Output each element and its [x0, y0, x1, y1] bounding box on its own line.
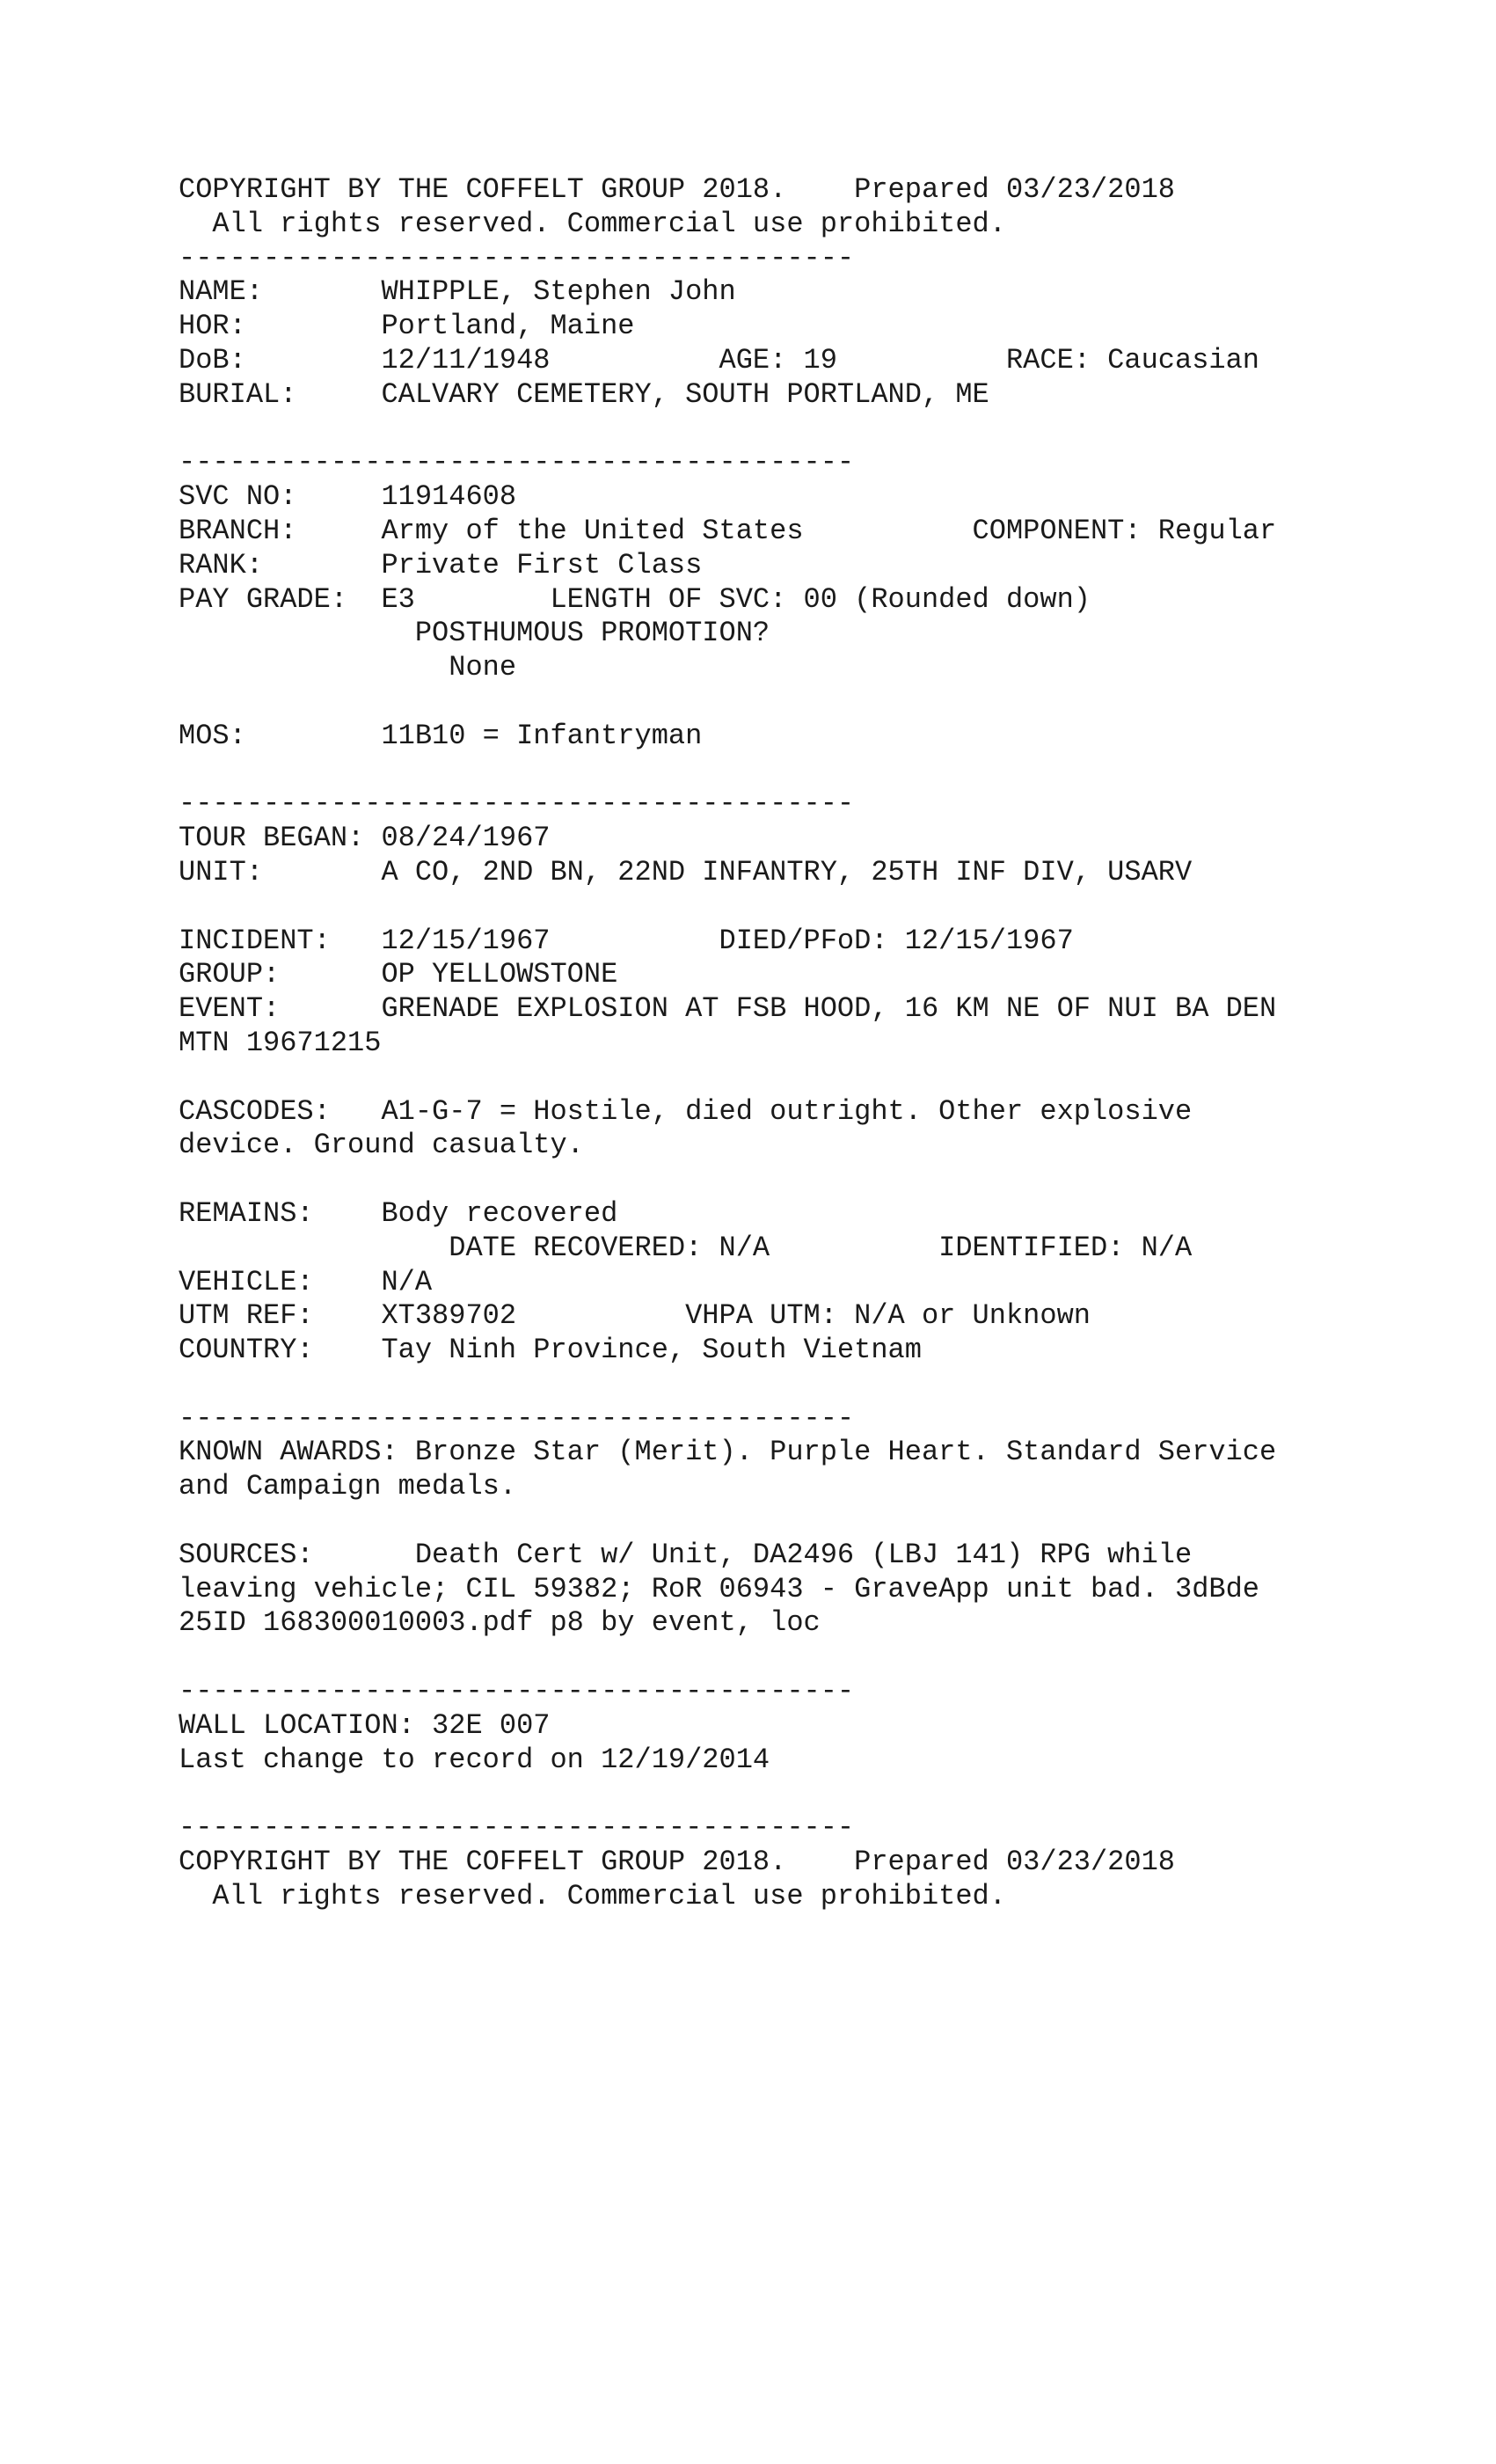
blank-line: [179, 890, 1496, 925]
blank-line: [179, 1641, 1496, 1675]
text-line: COPYRIGHT BY THE COFFELT GROUP 2018. Prepared 03/23/2018: [179, 173, 1175, 206]
text-line: EVENT: GRENADE EXPLOSION AT FSB HOOD, 16 KM NE OF NUI BA DEN: [179, 992, 1277, 1026]
section-personal-info: [179, 242, 1496, 447]
text-line: device. Ground casualty.: [179, 1129, 584, 1162]
text-line: SVC NO: 11914608: [179, 480, 517, 514]
blank-line: [179, 1777, 1496, 1811]
section-copyright-footer: [179, 1811, 1496, 1913]
text-line: POSTHUMOUS PROMOTION?: [179, 617, 770, 650]
text-line: KNOWN AWARDS: Bronze Star (Merit). Purple Heart. Standard Service: [179, 1436, 1277, 1469]
text-line: SOURCES: Death Cert w/ Unit, DA2496 (LBJ 141) RPG while: [179, 1538, 1193, 1571]
text-line: Last change to record on 12/19/2014: [179, 1743, 770, 1776]
section-known-awards: [179, 1402, 1496, 1539]
blank-line: [179, 1061, 1496, 1095]
text-line: INCIDENT: 12/15/1967 DIED/PFoD: 12/15/1967: [179, 924, 1074, 957]
divider-line: ----------------------------------------: [179, 1675, 855, 1708]
text-line: RANK: Private First Class: [179, 548, 703, 581]
text-line: All rights reserved. Commercial use prohibited.: [179, 207, 1006, 240]
section-copyright-header: [179, 173, 1496, 242]
text-line: COUNTRY: Tay Ninh Province, South Vietnam: [179, 1334, 922, 1367]
text-line: UNIT: A CO, 2ND BN, 22ND INFANTRY, 25TH INF DIV, USARV: [179, 855, 1193, 888]
blank-line: [179, 1368, 1496, 1402]
text-line: leaving vehicle; CIL 59382; RoR 06943 - GraveApp unit bad. 3dBde: [179, 1572, 1259, 1605]
text-line: GROUP: OP YELLOWSTONE: [179, 958, 618, 991]
text-line: DoB: 12/11/1948 AGE: 19 RACE: Caucasian: [179, 343, 1259, 377]
text-line: PAY GRADE: E3 LENGTH OF SVC: 00 (Rounded down): [179, 582, 1091, 616]
text-line: WALL LOCATION: 32E 007: [179, 1708, 551, 1742]
text-line: and Campaign medals.: [179, 1470, 517, 1503]
text-line: VEHICLE: N/A: [179, 1265, 433, 1298]
text-line: MOS: 11B10 = Infantryman: [179, 719, 703, 752]
text-line: HOR: Portland, Maine: [179, 310, 635, 343]
text-line: None: [179, 651, 517, 684]
blank-line: [179, 685, 1496, 720]
blank-line: [179, 1163, 1496, 1197]
text-line: NAME: WHIPPLE, Stephen John: [179, 275, 736, 309]
text-line: All rights reserved. Commercial use prohibited.: [179, 1879, 1006, 1912]
text-line: CASCODES: A1-G-7 = Hostile, died outright. Other explosive: [179, 1094, 1193, 1128]
blank-line: [179, 754, 1496, 788]
divider-line: ----------------------------------------: [179, 241, 855, 274]
text-line: UTM REF: XT389702 VHPA UTM: N/A or Unknown: [179, 1299, 1091, 1333]
section-incident: [179, 925, 1496, 1095]
blank-line: [179, 1504, 1496, 1539]
section-tour: [179, 787, 1496, 924]
text-line: DATE RECOVERED: N/A IDENTIFIED: N/A: [179, 1231, 1193, 1264]
coffelt-record-document: [179, 173, 1496, 1914]
section-cascodes: [179, 1095, 1496, 1197]
section-service-info: [179, 446, 1496, 719]
text-line: MTN 19671215: [179, 1026, 382, 1059]
text-line: 25ID 168300010003.pdf p8 by event, loc: [179, 1606, 821, 1640]
divider-line: ----------------------------------------: [179, 1401, 855, 1435]
section-mos: [179, 720, 1496, 788]
section-sources: [179, 1539, 1496, 1675]
section-wall-location: [179, 1675, 1496, 1811]
text-line: TOUR BEGAN: 08/24/1967: [179, 822, 551, 855]
divider-line: ----------------------------------------: [179, 787, 855, 821]
section-remains: [179, 1197, 1496, 1402]
divider-line: ----------------------------------------: [179, 1811, 855, 1845]
text-line: BURIAL: CALVARY CEMETERY, SOUTH PORTLAND, ME: [179, 377, 989, 411]
text-line: REMAINS: Body recovered: [179, 1196, 618, 1230]
divider-line: ----------------------------------------: [179, 446, 855, 479]
text-line: BRANCH: Army of the United States COMPONENT: Regular: [179, 514, 1277, 547]
blank-line: [179, 413, 1496, 447]
text-line: COPYRIGHT BY THE COFFELT GROUP 2018. Prepared 03/23/2018: [179, 1846, 1175, 1879]
